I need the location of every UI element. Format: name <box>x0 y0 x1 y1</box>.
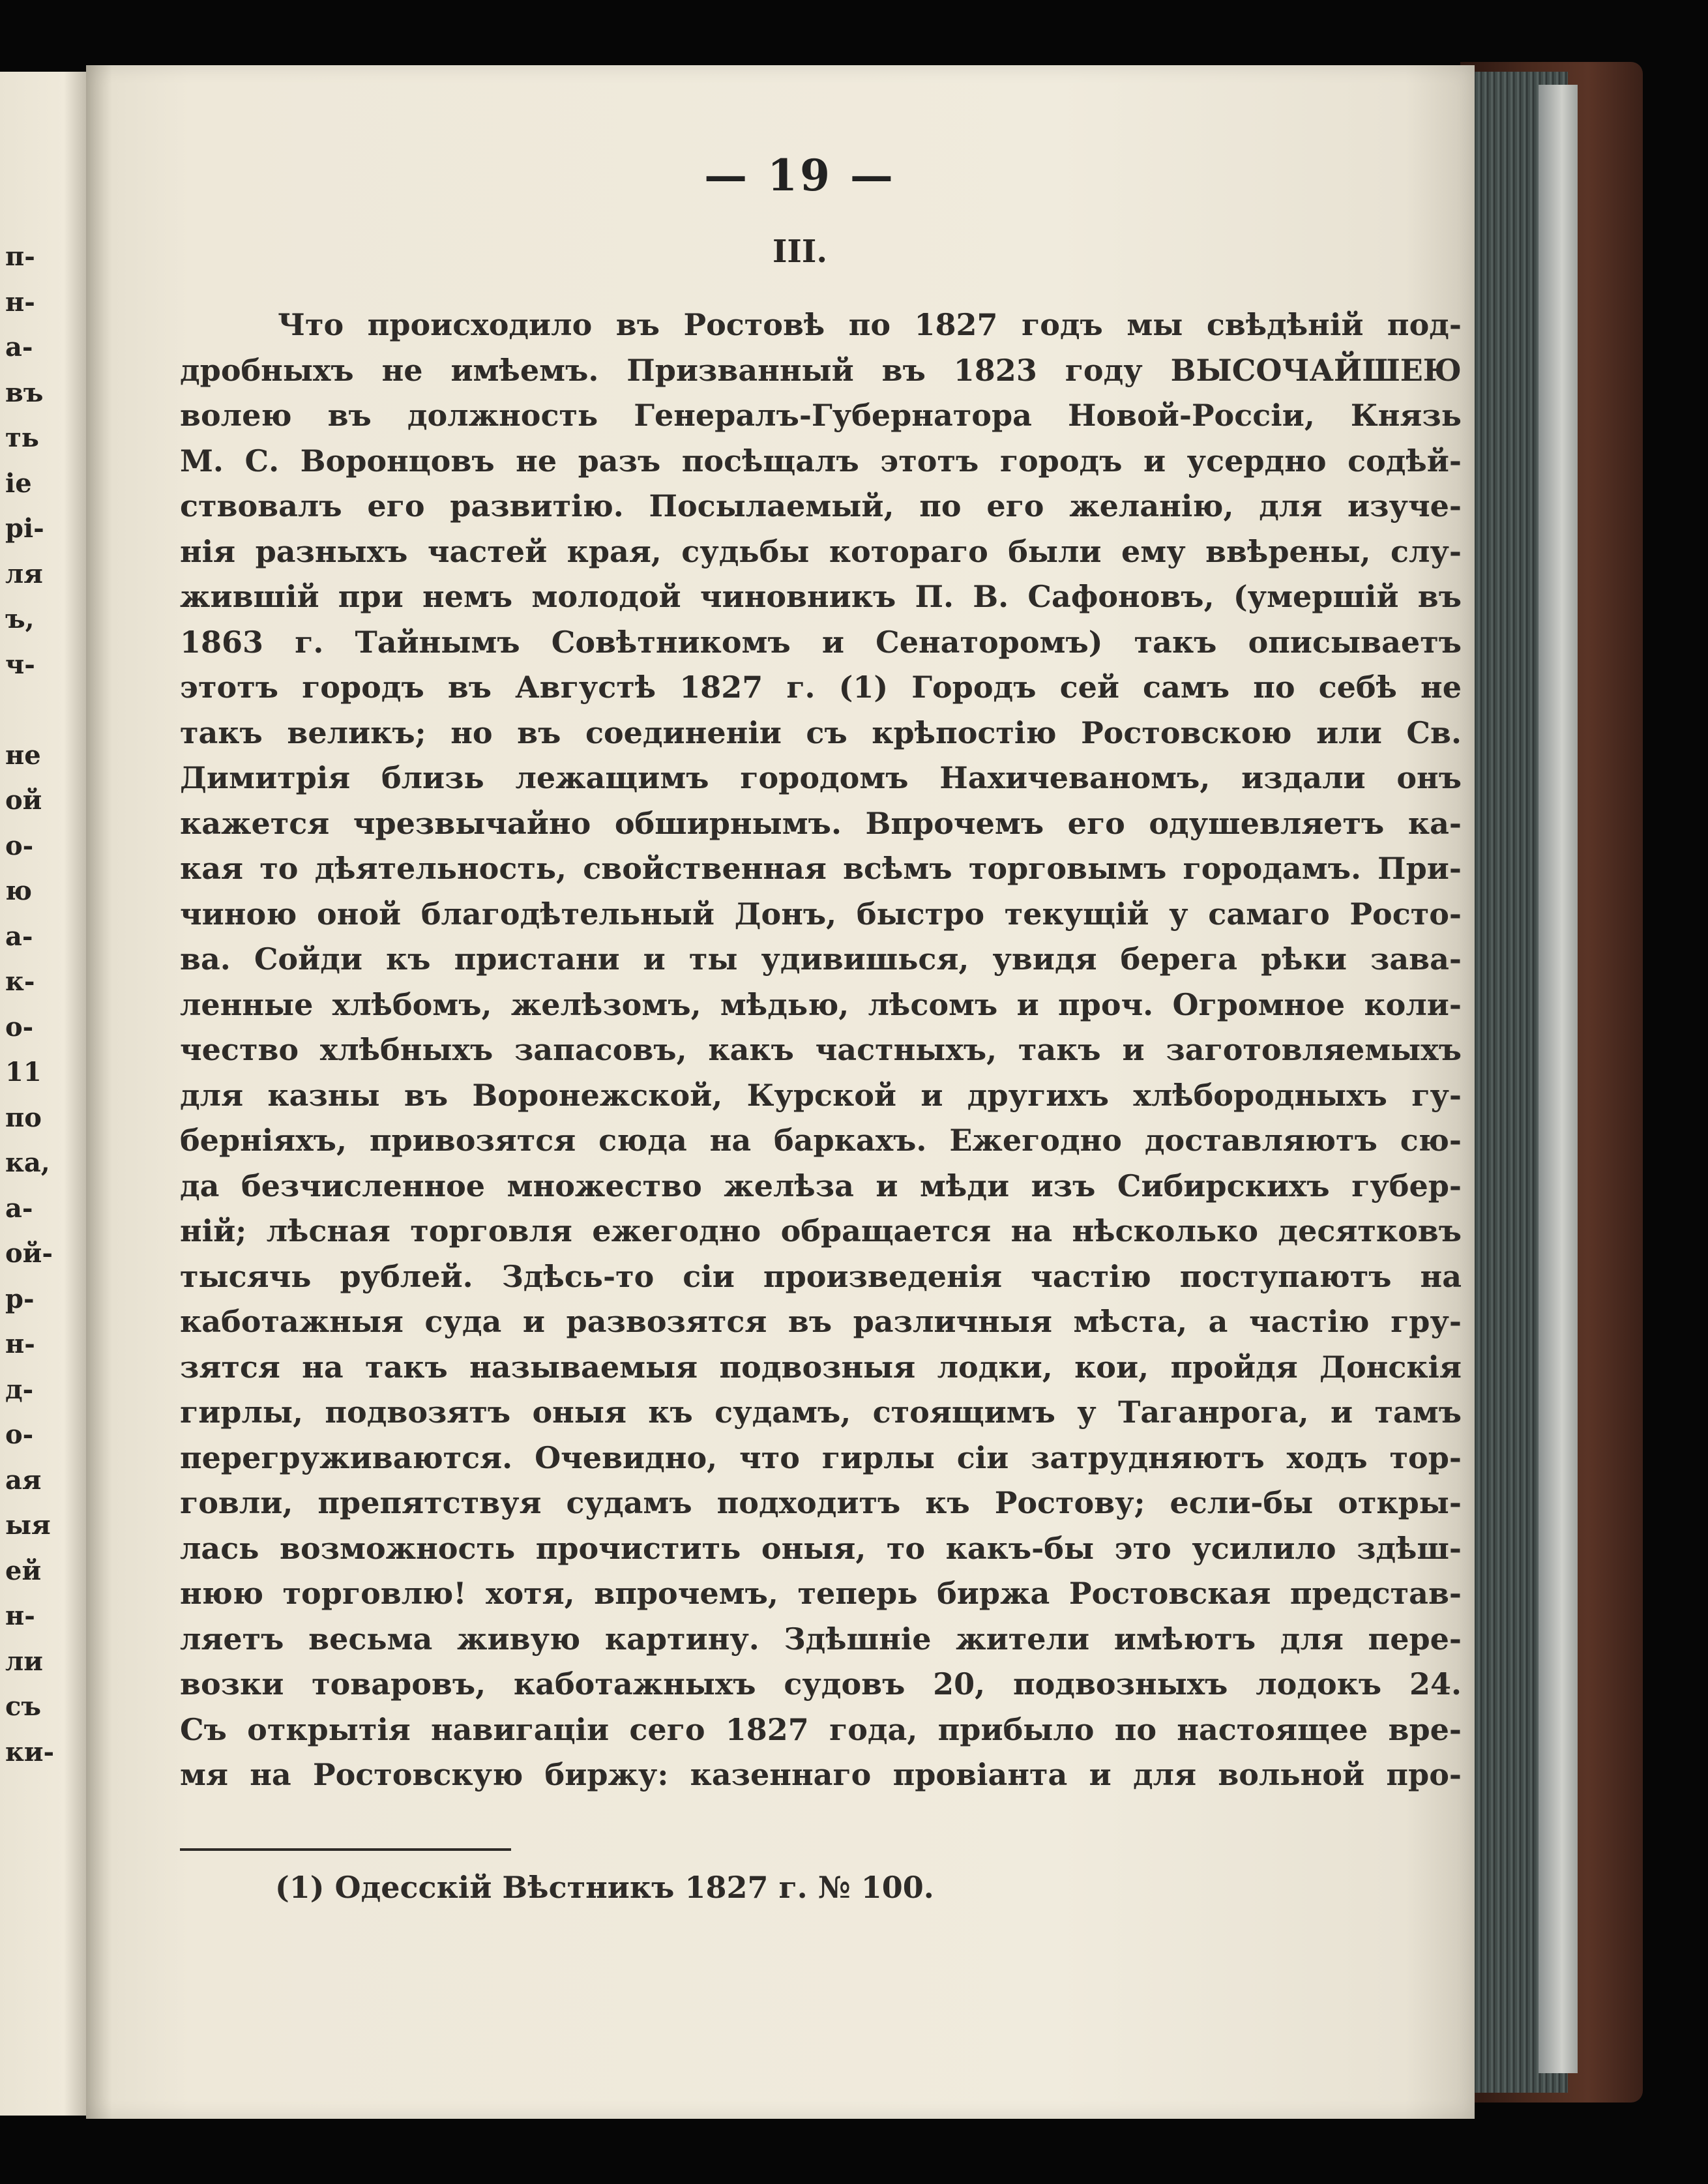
left-page-fragment: не <box>5 739 41 771</box>
page-number: — 19 — <box>704 150 896 201</box>
text-line: каботажныя суда и развозятся въ различныя мѣста, а частію гру- <box>180 1304 1462 1339</box>
text-line: волею въ должность Генералъ-Губернатора Новой-Россіи, Князь <box>180 398 1462 433</box>
left-page-fragment: ля <box>5 558 43 589</box>
left-page-fragment: ie <box>5 467 32 499</box>
left-page-fragment: ка, <box>5 1147 50 1178</box>
left-page-fragment: въ <box>5 377 44 408</box>
left-page-fragment: о- <box>5 1011 34 1042</box>
text-line: мя на Ростовскую биржу: казеннаго провіанта и для вольной про- <box>180 1757 1462 1792</box>
text-line: кая то дѣятельность, свойственная всѣмъ торговымъ городамъ. При- <box>180 851 1462 886</box>
text-line: нюю торговлю! хотя, впрочемъ, теперь биржа Ростовская представ- <box>180 1576 1462 1611</box>
text-line: М. С. Воронцовъ не разъ посѣщалъ этотъ городъ и усердно содѣй- <box>180 443 1462 479</box>
left-page-fragment: п- <box>5 241 35 272</box>
left-page-fragment: ли <box>5 1645 43 1677</box>
text-line: возки товаровъ, каботажныхъ судовъ 20, подвозныхъ лодокъ 24. <box>180 1666 1462 1702</box>
left-page-fragment: 11 <box>5 1057 42 1087</box>
chapter-heading: III. <box>772 233 828 270</box>
left-page-fragment: ки- <box>5 1736 55 1767</box>
text-line: чество хлѣбныхъ запасовъ, какъ частныхъ, такъ и заготовляемыхъ <box>180 1032 1462 1067</box>
text-line: Димитрія близь лежащимъ городомъ Нахичеваномъ, издали онъ <box>180 760 1462 795</box>
footnote: (1) Одесскій Вѣстникъ 1827 г. № 100. <box>275 1870 934 1905</box>
left-page-fragment: ой <box>5 785 42 816</box>
left-page-fragment: ю <box>5 876 33 906</box>
text-line: для казны въ Воронежской, Курской и другихъ хлѣбородныхъ гу- <box>180 1077 1462 1113</box>
left-page-fragment: а- <box>5 921 33 952</box>
text-line: ній; лѣсная торговля ежегодно обращается на нѣсколько десятковъ <box>180 1213 1462 1248</box>
footnote-rule <box>180 1848 511 1851</box>
text-line: тысячь рублей. Здѣсь-то сіи произведенія частію поступаютъ на <box>180 1258 1462 1294</box>
text-line: ленные хлѣбомъ, желѣзомъ, мѣдью, лѣсомъ и проч. Огромное коли- <box>180 986 1462 1022</box>
text-line: чиною оной благодѣтельный Донъ, быстро текущій у самаго Росто- <box>180 896 1462 932</box>
left-page-fragment: ей <box>5 1555 42 1586</box>
left-page-fragment: н- <box>5 286 35 317</box>
text-line: гирлы, подвозятъ оныя къ судамъ, стоящимъ у Таганрога, и тамъ <box>180 1395 1462 1430</box>
left-page-fragment: о- <box>5 830 34 861</box>
text-line: говли, препятствуя судамъ подходитъ къ Ростову; если-бы откры- <box>180 1485 1462 1520</box>
text-line: 1863 г. Тайнымъ Совѣтникомъ и Сенаторомъ) такъ описываетъ <box>180 624 1462 660</box>
text-line: дробныхъ не имѣемъ. Призванный въ 1823 году ВЫСОЧАЙШЕЮ <box>180 352 1462 388</box>
text-line: ляетъ весьма живую картину. Здѣшніе жители имѣютъ для пере- <box>180 1621 1462 1657</box>
text-line: этотъ городъ въ Августѣ 1827 г. (1) Городъ сей самъ по себѣ не <box>180 670 1462 705</box>
text-line: кажется чрезвычайно обширнымъ. Впрочемъ его одушевляетъ ка- <box>180 805 1462 841</box>
text-line: ствовалъ его развитію. Посылаемый, по его желанію, для изуче- <box>180 488 1462 524</box>
left-page-fragment: ой- <box>5 1238 53 1269</box>
text-line: зятся на такъ называемыя подвозныя лодки, кои, пройдя Донскія <box>180 1349 1462 1385</box>
text-line: жившій при немъ молодой чиновникъ П. В. Сафоновъ, (умершій въ <box>180 579 1462 614</box>
left-facing-page <box>0 72 91 2116</box>
left-page-fragment: а- <box>5 1192 33 1224</box>
text-line: Что происходило въ Ростовѣ по 1827 годъ мы свѣдѣній под- <box>278 307 1462 342</box>
left-page-fragment: съ <box>5 1691 42 1722</box>
left-page-fragment: ая <box>5 1464 42 1496</box>
text-line: такъ великъ; но въ соединеніи съ крѣпостію Ростовскою или Св. <box>180 715 1462 750</box>
book-page <box>86 65 1475 2119</box>
text-line: лась возможность прочистить оныя, то какъ-бы это усилило здѣш- <box>180 1530 1462 1566</box>
left-page-fragment: к- <box>5 966 35 997</box>
text-line: да безчисленное множество желѣза и мѣди изъ Сибирскихъ губер- <box>180 1168 1462 1203</box>
left-page-fragment: н- <box>5 1601 35 1631</box>
left-page-fragment: о- <box>5 1419 34 1450</box>
left-page-fragment: по <box>5 1102 42 1133</box>
left-page-fragment: ъ, <box>5 604 35 634</box>
text-line: нія разныхъ частей края, судьбы котораго были ему ввѣрены, слу- <box>180 533 1462 569</box>
left-page-fragment: а- <box>5 332 33 362</box>
text-line: берніяхъ, привозятся сюда на баркахъ. Ежегодно доставляютъ сю- <box>180 1123 1462 1158</box>
page-edges-highlight <box>1539 85 1578 2073</box>
left-page-fragment: pi- <box>5 513 44 544</box>
left-page-fragment: ть <box>5 422 39 453</box>
text-line: перегруживаются. Очевидно, что гирлы сіи затрудняютъ ходъ тор- <box>180 1439 1462 1475</box>
text-line: Съ открытія навигаціи сего 1827 года, прибыло по настоящее вре- <box>180 1711 1462 1747</box>
left-page-fragment: н- <box>5 1329 35 1359</box>
left-page-fragment: ыя <box>5 1510 51 1541</box>
left-page-fragment: д- <box>5 1374 34 1405</box>
left-page-fragment: ч- <box>5 649 35 680</box>
text-line: ва. Сойди къ пристани и ты удивишься, увидя берега рѣки зава- <box>180 941 1462 977</box>
left-page-fragment: р- <box>5 1283 35 1314</box>
